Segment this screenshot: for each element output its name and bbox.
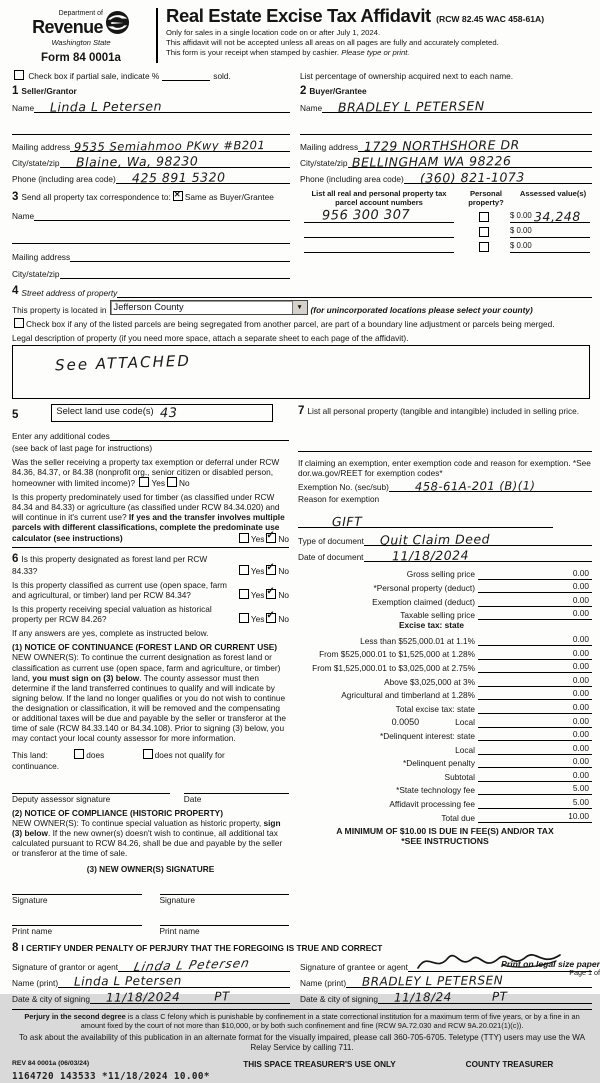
deputy-signature-label: Deputy assessor signature: [12, 793, 111, 804]
tax-line-field[interactable]: 5.00: [478, 783, 592, 795]
owner-signature-field-2[interactable]: [160, 884, 290, 895]
section-8-number: 8: [12, 941, 19, 954]
form-title: Real Estate Excise Tax Affidavit: [166, 5, 431, 26]
new-owner-signature-title: (3) NEW OWNER(S) SIGNATURE: [86, 864, 215, 875]
seller-phone-handwriting: 425 891 5320: [131, 169, 226, 186]
personal-property-checkbox-1[interactable]: [479, 212, 489, 222]
print-note: [501, 959, 600, 978]
assessed-value-handwriting: 34,248: [533, 208, 581, 224]
tax-line-field[interactable]: 0.00: [478, 770, 592, 782]
grantee-date-label: Date & city of signing: [300, 993, 378, 1004]
seller-name-field-2[interactable]: [12, 123, 290, 135]
parcel-col-header: List all real and personal property tax parcel account numbers: [311, 189, 447, 208]
tax-line-field[interactable]: 5.00: [478, 797, 592, 809]
parcel-number-handwriting: 956 300 307: [321, 207, 411, 224]
land-use-code-handwriting: 43: [160, 405, 179, 421]
segregated-checkbox[interactable]: [14, 318, 24, 328]
buyer-name-field[interactable]: [322, 98, 592, 115]
tax-line-label: *Delinquent penalty: [403, 758, 475, 769]
doc-type-field[interactable]: [364, 531, 592, 548]
tax-line-label: From $525,000.01 to $1,525,000 at 1.28%: [319, 649, 475, 660]
timber-question: Is this property predominately used for timber (as classified under RCW 84.34 and 84.33) or agriculture (as classified under RCW 84.34.020) and will continue in it's current use? If yes and the transfer involves multiple parcels with different classifications, complete the predominate use calculator (see instructions) Yes ✓ No: [12, 492, 289, 543]
grantor-print-handwriting: Linda L Petersen: [74, 973, 182, 989]
buyer-phone-label: Phone (including area code): [300, 174, 404, 185]
print-name-label: Print name: [12, 926, 53, 937]
s3-name-label: Name: [12, 211, 35, 222]
parcel-number-field-3[interactable]: [304, 241, 454, 253]
tax-line-field[interactable]: 0.00: [478, 716, 592, 728]
revenue-swirl-logo-icon: [105, 10, 130, 37]
tax-line-field[interactable]: 0.00: [478, 675, 592, 687]
reason-for-exemption-label: Reason for exemption: [298, 493, 380, 504]
perjury-note: Perjury in the second degree is a class C felony which is punishable by confinement in a state correctional institution for a maximum term of five years, or by a fine in an amount fixed by the court of not more than $10,000, or by both such confinement and fine (RCW 9A.72.030 and RCW 9A.20.021(1)(c)).: [12, 1009, 592, 1031]
located-in-label: This property is located in: [12, 305, 107, 316]
tax-line-label: Less than $525,000.01 at 1.1%: [360, 635, 475, 646]
section-4-number: 4: [12, 285, 19, 298]
tax-line-label: *Delinquent interest: state: [379, 731, 475, 741]
grantee-print-handwriting: BRADLEY L PETERSEN: [362, 973, 504, 989]
tax-line-label: Total excise tax: state: [395, 703, 475, 714]
seller-mailing-field[interactable]: [70, 138, 290, 155]
tax-line-field[interactable]: 0.00: [478, 595, 592, 607]
seller-phone-label: Phone (including area code): [12, 174, 116, 185]
signature-label: Signature: [12, 895, 48, 906]
doc-type-label: Type of document: [298, 535, 364, 546]
buyer-csz-handwriting: BELLINGHAM WA 98226: [351, 153, 511, 170]
same-as-buyer-label: Same as Buyer/Grantee: [184, 192, 274, 203]
partial-sale-checkbox[interactable]: [14, 70, 24, 80]
grantor-date-field[interactable]: [90, 989, 290, 1005]
forest-question: Is this property designated as forest land per RCW 84.33?: [12, 553, 208, 576]
section-2-number: 2: [300, 85, 307, 98]
notice-compliance-title: (2) NOTICE OF COMPLIANCE (HISTORIC PROPERTY): [12, 807, 223, 818]
s3-name-field[interactable]: [34, 209, 290, 221]
tax-line-field[interactable]: 0.00: [478, 634, 592, 646]
form-title-rcw: (RCW 82.45 WAC 458-61A): [436, 14, 545, 24]
tax-line-field[interactable]: 0.00: [478, 661, 592, 673]
assessed-value-col-header: Assessed value(s): [519, 189, 587, 199]
seller-phone-field[interactable]: [116, 169, 290, 186]
print-name-label: Print name: [159, 926, 200, 937]
tax-line-field[interactable]: 0.00: [478, 648, 592, 660]
forest-yes-checkbox[interactable]: [239, 565, 249, 575]
section-2-title: Buyer/Grantee: [309, 86, 367, 97]
tax-line-label: Exemption claimed (deduct): [372, 596, 475, 607]
accessibility-note: To ask about the availability of this publication in an alternate format for the visually impaired, please call 360-705-6705. Teletype (TTY) users may use the WA Relay Service by calling 711.: [19, 1032, 585, 1053]
does-not-checkbox[interactable]: [143, 749, 153, 759]
assessed-value-field-3[interactable]: $ 0.00: [510, 241, 590, 253]
tax-line-field[interactable]: 10.00: [478, 811, 592, 823]
notice-compliance-body: NEW OWNER(S): To continue special valuation as historic property, sign (3) below. If the new owner(s) doesn't wish to continue, all additional tax calculated pursuant to RCW 84.26, shall be due and payable by the seller or transferor at the time of sale.: [12, 817, 283, 859]
parcel-number-field[interactable]: [304, 207, 454, 224]
tax-line-field[interactable]: 0.00: [478, 688, 592, 700]
doc-date-handwriting: 11/18/2024: [391, 547, 469, 564]
legal-description-handwriting: See ATTACHED: [54, 351, 192, 375]
buyer-csz-field[interactable]: [348, 153, 593, 170]
dept-of-label: Department of: [58, 10, 103, 17]
seller-name-label: Name: [12, 103, 35, 114]
exemption-no-handwriting: 458-61A-201 (B)(1): [414, 478, 536, 494]
exemption-no-checkbox[interactable]: [167, 477, 177, 487]
sold-label: sold.: [213, 71, 231, 82]
grantee-print-label: Name (print): [300, 977, 347, 988]
personal-property-checkbox-2[interactable]: [479, 227, 489, 237]
county-dropdown[interactable]: [110, 300, 308, 315]
section-3-label: Send all property tax correspondence to:: [21, 192, 171, 203]
grantor-sig-label: Signature of grantor or agent: [12, 961, 119, 972]
partial-sale-percent-field[interactable]: [162, 72, 210, 81]
page-number: Page 1 of: [569, 968, 600, 978]
section-3: [12, 190, 300, 279]
reason-field[interactable]: [298, 513, 553, 529]
same-as-buyer-checkbox[interactable]: [173, 191, 183, 201]
signature-label: Signature: [159, 895, 196, 906]
exemption-code-note: If claiming an exemption, enter exemption code and reason for exemption. *See dor.wa.gov/REET for exemption codes*: [298, 457, 591, 478]
dropdown-arrow-icon[interactable]: ▼: [292, 301, 307, 314]
additional-codes-field[interactable]: [110, 429, 289, 441]
owner-signature-field-1[interactable]: [12, 884, 142, 895]
form-header: [12, 6, 592, 65]
certify-statement: I CERTIFY UNDER PENALTY OF PERJURY THAT THE FOREGOING IS TRUE AND CORRECT: [21, 942, 383, 953]
tax-line-field[interactable]: 0.00: [478, 568, 592, 580]
legal-description-box[interactable]: [12, 345, 590, 399]
header-note-3: This form is your receipt when stamped by cashier. Please type or print.: [166, 47, 410, 57]
parcel-row: [300, 238, 592, 253]
header-divider: [156, 8, 158, 63]
section-7-number: 7: [298, 404, 305, 417]
s3-blank-field[interactable]: [12, 232, 290, 244]
parcel-table: [300, 190, 592, 279]
see-instructions-note: *SEE INSTRUCTIONS: [401, 836, 489, 847]
back-note: (see back of last page for instructions): [12, 442, 153, 453]
doc-date-label: Date of document: [298, 551, 364, 562]
buyer-csz-label: City/state/zip: [300, 158, 348, 169]
personal-property-col-header: Personal property?: [468, 189, 504, 208]
historic-no-checkbox[interactable]: [266, 613, 276, 623]
continuance-label: continuance.: [12, 760, 60, 771]
s3-csz-field[interactable]: [60, 267, 291, 279]
grantor-date-label: Date & city of signing: [12, 993, 90, 1004]
tax-line-label: Agricultural and timberland at 1.28%: [341, 690, 475, 701]
tax-line-field[interactable]: 0.00: [478, 581, 592, 593]
seller-name-field[interactable]: [34, 98, 290, 115]
left-column: [12, 404, 298, 937]
buyer-name-handwriting: BRADLEY L PETERSEN: [338, 98, 485, 115]
personal-property-checkbox-3[interactable]: [479, 242, 489, 252]
owner-print-field-2[interactable]: [160, 915, 290, 926]
buyer-mailing-field[interactable]: [358, 137, 592, 154]
minimum-due-note: A MINIMUM OF $10.00 IS DUE IN FEE(S) AND/OR TAX: [336, 825, 554, 836]
tax-line-label: *State technology fee: [396, 785, 475, 796]
land-use-code-box[interactable]: [51, 404, 273, 422]
header-note-1: Only for sales in a single location code on or after July 1, 2024.: [166, 27, 381, 37]
tax-line-label: Affidavit processing fee: [389, 798, 475, 809]
street-address-label: Street address of property: [21, 288, 118, 299]
revenue-wordmark: Revenue: [32, 16, 103, 37]
buyer-phone-field[interactable]: [404, 169, 592, 186]
if-yes-note: If any answers are yes, complete as instructed below.: [12, 628, 209, 639]
grantor-signature-handwriting: Linda L Petersen: [132, 955, 252, 975]
owner-print-field-1[interactable]: [12, 915, 142, 926]
personal-property-field[interactable]: [298, 440, 592, 452]
this-land-row: This land: does does not qualify for continuance.: [12, 749, 289, 770]
deputy-signature-field[interactable]: [12, 783, 170, 794]
deputy-assessor-row: [12, 783, 289, 804]
reason-handwriting: GIFT: [331, 513, 363, 529]
treasurer-space-label: THIS SPACE TREASURER'S USE ONLY: [243, 1059, 396, 1069]
section-6: 6 Is this property designated as forest land per RCW 84.33? Yes ✓ No Is this property classified as current use (open space, farm and agricultural, or timber) land per RCW 84.34? Yes ✓ No Is this property receiving special valuation as historical property per RCW 84.26? Yes ✓ No If any answers are yes, complete as instructed below. (1) NOTICE OF CONTINUANCE (FOREST LAND OR CURRENT USE) NEW OWNER(S): To continue the current designation as forest land or classification as current use (open space, farm and agriculture, or timber) land, you must sign on (3) below. The county assessor must then determine if the land transferred continues to qualify and will indicate by signing below. If the land no longer qualifies or you do not wish to continue the designation or classification, it will be removed and the compensating or additional taxes will be due and payable by the seller or transferor at the time of sale (RCW 84.33.140 or 84.34.108). Prior to signing (3) below, you may contact your local county assessor for more information. This land: does does not qualify for continuance. Deputy assessor signature Date (2) NOTICE OF COMPLIANCE (HISTORIC PROPERTY) NEW OWNER(S): To continue special valuation as historic property, sign (3) below. If the new owner(s) doesn't wish to continue, all additional tax calculated pursuant to RCW 84.26, shall be due and payable by the seller or transferor at the time of sale. (3) NEW OWNER(S) SIGNATURE Signature Signature Print name Print name: [12, 547, 289, 937]
legal-size-note: Print on legal size paper: [501, 958, 600, 969]
buyer-name-label: Name: [300, 103, 323, 114]
seller-csz-label: City/state/zip: [12, 158, 60, 169]
buyer-mailing-label: Mailing address: [300, 142, 359, 153]
exemption-yes-checkbox[interactable]: [139, 477, 149, 487]
partial-sale-label: Check box if partial sale, indicate %: [28, 71, 160, 82]
current-use-yes-checkbox[interactable]: [239, 589, 249, 599]
personal-property-intro: List all personal property (tangible and intangible) included in selling price.: [307, 405, 580, 416]
segregated-note: Check box if any of the listed parcels are being segregated from another parcel, are part of a boundary line adjustment or parcels being merged.: [26, 319, 555, 330]
exemption-no-field[interactable]: [389, 480, 592, 492]
local-rate: 0.0050: [391, 716, 420, 727]
notice-continuance-title: (1) NOTICE OF CONTINUANCE (FOREST LAND OR CURRENT USE): [12, 642, 278, 653]
parcel-row: [300, 223, 592, 238]
buyer-mailing-handwriting: 1729 NORTHSHORE DR: [364, 137, 520, 154]
s3-csz-label: City/state/zip: [12, 269, 60, 280]
section-1-number: 1: [12, 85, 19, 98]
grantee-date-handwriting: 11/18/24 PT: [393, 989, 508, 1005]
doc-type-handwriting: Quit Claim Deed: [379, 531, 491, 548]
s3-mailing-field[interactable]: [70, 250, 290, 262]
grantee-date-field[interactable]: [378, 989, 592, 1005]
assessed-value-field-2[interactable]: $ 0.00: [510, 226, 590, 238]
grantor-print-label: Name (print): [12, 977, 59, 988]
tax-line-label: 0.0050 Local: [391, 716, 475, 727]
section-2-buyer: [300, 84, 592, 184]
does-checkbox[interactable]: [74, 749, 84, 759]
land-use-label: Select land use code(s): [56, 405, 154, 416]
forest-no-checkbox[interactable]: [266, 565, 276, 575]
tax-line-field[interactable]: 0.00: [478, 756, 592, 768]
tax-line-label: Total due: [441, 812, 475, 823]
tax-line-label: Local: [455, 744, 475, 755]
tax-line-label: Taxable selling price: [400, 610, 475, 621]
current-use-question: Is this property classified as current use (open space, farm and agricultural, or timber) land per RCW 84.34?: [12, 579, 227, 600]
timber-no-checkbox[interactable]: [266, 533, 276, 543]
exemption-no-label: Exemption No. (sec/sub): [298, 481, 389, 492]
ownership-note: List percentage of ownership acquired next to each name.: [300, 71, 514, 82]
county-treasurer-label: COUNTY TREASURER: [465, 1059, 554, 1069]
section-7: [298, 404, 592, 937]
seller-csz-field[interactable]: [60, 153, 291, 170]
seller-csz-handwriting: Blaine, Wa, 98230: [75, 153, 198, 170]
section-1-title: Seller/Grantor: [21, 86, 77, 97]
seller-name-handwriting: Linda L Petersen: [50, 98, 163, 115]
seller-mailing-label: Mailing address: [12, 142, 71, 153]
legal-description-label: Legal description of property (if you need more space, attach a separate sheet to each page of the affidavit).: [12, 332, 409, 343]
grantor-print-field[interactable]: [58, 973, 290, 989]
section-4: [12, 284, 592, 398]
exemption-question: Was the seller receiving a property tax exemption or deferral under RCW 84.36, 84.37, or 84.38 (nonprofit org., senior citizen or disabled person, homeowner with limited income)? Yes No: [12, 456, 280, 488]
buyer-name-field-2[interactable]: [300, 123, 592, 135]
grantor-signature-field[interactable]: [118, 955, 290, 975]
cashier-stamp: 1164720 143533 *11/18/2024 10.00*: [12, 1071, 210, 1083]
doc-date-field[interactable]: [364, 547, 593, 564]
historic-question: Is this property receiving special valuation as historical property per RCW 84.26?: [12, 603, 212, 625]
section-3-number: 3: [12, 191, 19, 204]
header-note-2: This affidavit will not be accepted unless all areas on all pages are fully and accurately completed.: [166, 37, 499, 47]
historic-yes-checkbox[interactable]: [239, 613, 249, 623]
tax-line-label: Gross selling price: [406, 569, 475, 580]
s3-mailing-label: Mailing address: [12, 252, 71, 263]
additional-codes-label: Enter any additional codes: [12, 430, 110, 441]
excise-tax-state-header: Excise tax: state: [398, 620, 464, 631]
tax-line-field[interactable]: 0.00: [478, 608, 592, 620]
tax-line-label: From $1,525,000.01 to $3,025,000 at 2.75%: [312, 663, 475, 674]
tax-line-field[interactable]: 0.00: [478, 729, 592, 741]
rev-number: REV 84 0001a (06/03/24): [12, 1059, 90, 1067]
section-5: [12, 404, 289, 422]
grantor-date-handwriting: 11/18/2024 PT: [105, 989, 230, 1005]
tax-line-field[interactable]: 0.00: [478, 702, 592, 714]
seller-mailing-handwriting: 9535 Semiahmoo PKwy #B201: [74, 138, 266, 155]
section-5-number: 5: [12, 408, 19, 421]
tax-computation: [298, 566, 592, 823]
washington-state-label: Washington State: [51, 38, 111, 48]
tax-line-label: Subtotal: [444, 771, 475, 782]
street-address-field[interactable]: [117, 286, 592, 298]
current-use-no-checkbox[interactable]: [266, 589, 276, 599]
deputy-date-field[interactable]: [184, 783, 289, 794]
tax-line-field[interactable]: 0.00: [478, 743, 592, 755]
section-1-seller: [12, 84, 300, 184]
tax-line-label: *Personal property (deduct): [373, 583, 475, 594]
timber-yes-checkbox[interactable]: [239, 533, 249, 543]
deputy-date-label: Date: [183, 793, 202, 804]
section-6-number: 6: [12, 552, 19, 565]
parcel-row: [300, 208, 592, 223]
buyer-phone-handwriting: (360) 821-1073: [419, 169, 525, 186]
form-number: Form 84 0001a: [41, 52, 121, 65]
partial-sale-row: [12, 70, 300, 81]
county-note: (for unincorporated locations please select your county): [310, 305, 533, 316]
county-dropdown-value: Jefferson County: [113, 302, 184, 313]
dor-logo-block: [12, 6, 150, 65]
footer-row: [12, 1060, 592, 1083]
tax-line-label: Above $3,025,000 at 3%: [384, 676, 475, 687]
new-owner-signature-row-2: [12, 915, 289, 936]
parcel-number-field-2[interactable]: [304, 226, 454, 238]
grantee-sig-label: Signature of grantee or agent: [300, 961, 408, 972]
notice-continuance-body: NEW OWNER(S): To continue the current designation as forest land or classification as current use (open space, farm and agriculture, or timber) land, you must sign on (3) below. The county assessor must then determine if the land transferred continues to qualify and will indicate by signing below. If the land no longer qualifies or you do not wish to continue the designation or classification, it will be removed and the compensating or additional taxes will be due and payable by the seller or transferor at the time of sale (RCW 84.33.140 or 84.34.108). Prior to signing (3) below, you may contact your local county assessor for more information.: [12, 652, 286, 744]
assessed-value-field-1[interactable]: $ 0.00 34,248: [510, 211, 590, 223]
new-owner-signature-row-1: [12, 884, 289, 905]
